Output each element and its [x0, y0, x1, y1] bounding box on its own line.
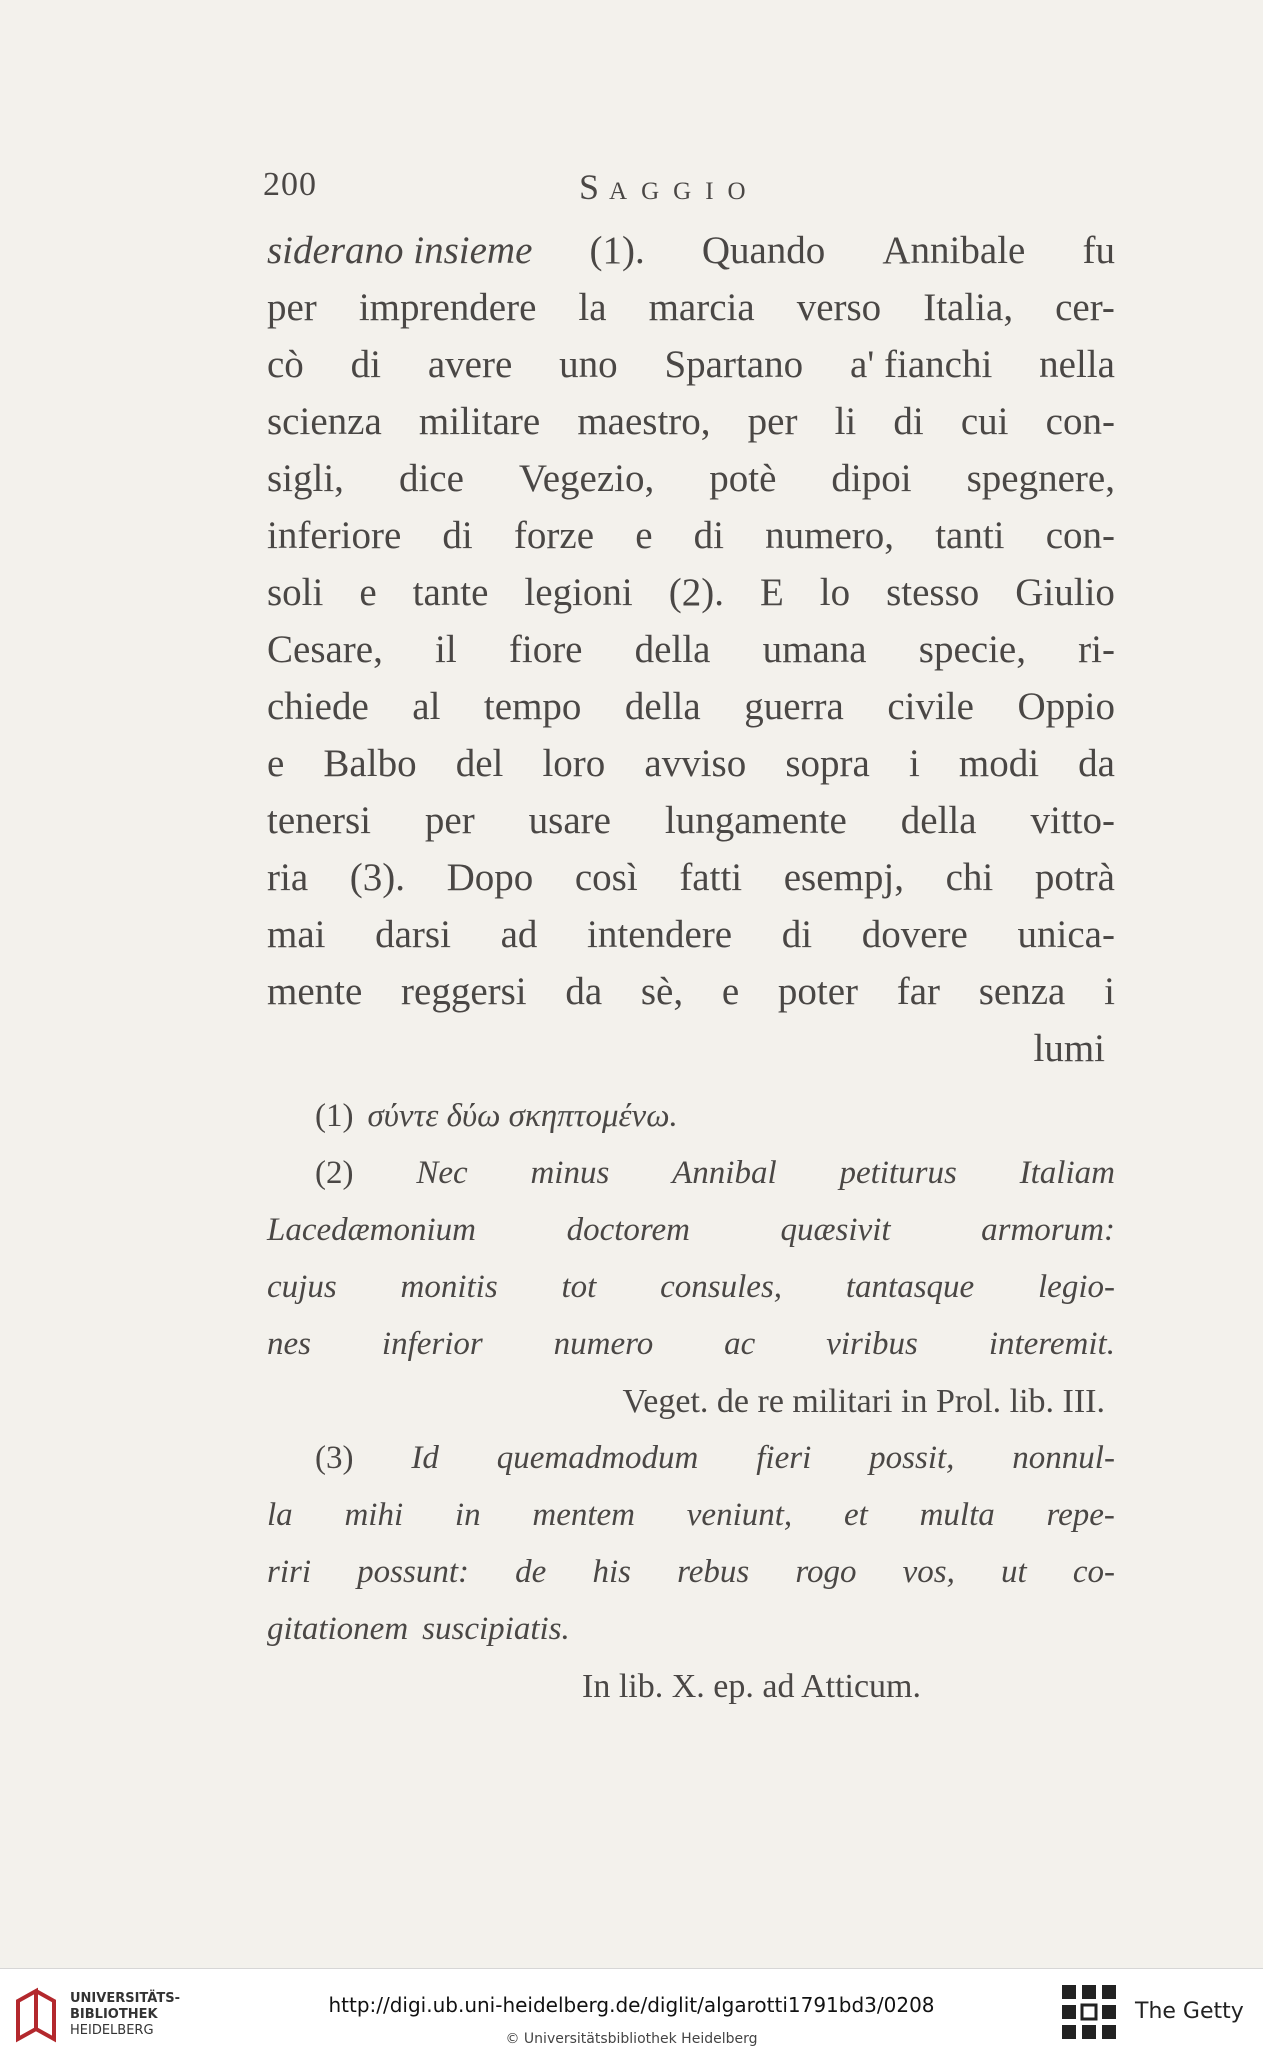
word: dipoi — [831, 457, 912, 500]
word: di — [893, 400, 924, 443]
word: ac — [724, 1326, 756, 1362]
title-initial: S — [579, 167, 610, 207]
word: specie, — [918, 628, 1026, 671]
word: così — [574, 856, 638, 899]
word: lo — [819, 571, 851, 614]
page-number: 200 — [263, 166, 317, 203]
word: numero, — [765, 514, 895, 557]
word: del — [455, 742, 504, 785]
word: per — [747, 400, 798, 443]
library-name-line-2: BIBLIOTHEK — [70, 2007, 158, 2022]
word: Italia, — [923, 286, 1014, 329]
word: nonnul- — [1012, 1440, 1115, 1476]
word: gitationem — [267, 1611, 409, 1647]
word: e — [359, 571, 377, 614]
footnote-2-line — [267, 1259, 1115, 1316]
library-name-line-3: HEIDELBERG — [70, 2023, 154, 2038]
word: per — [267, 286, 317, 329]
word: Lacedæmonium — [267, 1212, 476, 1248]
word: fieri — [756, 1440, 812, 1476]
word: e — [721, 970, 740, 1013]
word: maestro, — [577, 400, 711, 443]
word: mai — [267, 913, 326, 956]
catchword-line — [267, 1020, 1115, 1077]
word: chiede — [267, 685, 369, 728]
word: dovere — [861, 913, 968, 956]
word: (3) — [315, 1440, 354, 1476]
word: avere — [427, 343, 513, 386]
word: il — [435, 628, 457, 671]
title-rest: AGGIO — [609, 178, 760, 205]
word: della — [634, 628, 711, 671]
word: mente — [267, 970, 363, 1013]
body-line — [267, 906, 1115, 963]
footnote-2-line — [267, 1202, 1115, 1259]
word: co- — [1072, 1554, 1115, 1590]
word: Spartano — [664, 343, 804, 386]
word: tenersi — [267, 799, 371, 842]
word: mihi — [344, 1497, 404, 1533]
word: repe- — [1046, 1497, 1115, 1533]
footnote-3 — [267, 1430, 1115, 1658]
word: nella — [1039, 343, 1115, 386]
word: consules, — [660, 1269, 783, 1305]
word: poter — [777, 970, 859, 1013]
body-line — [267, 963, 1115, 1020]
word: la — [267, 1497, 293, 1533]
footnote-1 — [267, 1088, 1115, 1145]
word: e — [267, 742, 285, 785]
footnote-2-source — [267, 1373, 1115, 1430]
word: inferior — [381, 1326, 483, 1362]
word: Oppio — [1017, 685, 1115, 728]
running-title-text — [579, 167, 760, 207]
word: della — [900, 799, 977, 842]
word: la — [578, 286, 607, 329]
footnote-1-marker: (1) — [315, 1098, 354, 1134]
word: esempj, — [783, 856, 904, 899]
word: quemadmodum — [496, 1440, 699, 1476]
word: his — [592, 1554, 631, 1590]
permalink-url[interactable]: http://digi.ub.uni-heidelberg.de/diglit/algarotti1791bd3/0208 — [328, 1993, 935, 2017]
word: cui — [960, 400, 1009, 443]
word: quæsivit — [780, 1212, 891, 1248]
word: Italiam — [1019, 1155, 1115, 1191]
word: armorum: — [981, 1212, 1115, 1248]
footnote-3-line — [267, 1601, 1115, 1658]
word: modi — [958, 742, 1040, 785]
word: monitis — [400, 1269, 498, 1305]
word: possunt: — [357, 1554, 470, 1590]
word: (2). — [668, 571, 724, 614]
footnote-2-source-text: Veget. de re militari in Prol. lib. III. — [622, 1383, 1105, 1420]
word: legioni — [524, 571, 633, 614]
word: tante — [412, 571, 489, 614]
word: con- — [1045, 514, 1115, 557]
word: ut — [1001, 1554, 1027, 1590]
word: viribus — [826, 1326, 918, 1362]
word: fu — [1082, 229, 1115, 272]
word: far — [896, 970, 941, 1013]
word: et — [843, 1497, 868, 1533]
word: numero — [553, 1326, 654, 1362]
word: stesso — [886, 571, 980, 614]
word: doctorem — [566, 1212, 690, 1248]
body-text — [267, 222, 1115, 1077]
word: Annibal — [672, 1155, 777, 1191]
word: tempo — [483, 685, 582, 728]
footnote-3-source-text: In lib. X. ep. ad Atticum. — [582, 1668, 922, 1705]
library-name-line-1: UNIVERSITÄTS- — [70, 1991, 180, 2006]
body-line — [267, 792, 1115, 849]
body-line — [267, 336, 1115, 393]
body-line — [267, 849, 1115, 906]
footnote-3-source — [267, 1658, 1115, 1715]
word: cer- — [1055, 286, 1115, 329]
word: avviso — [644, 742, 747, 785]
word: con- — [1045, 400, 1115, 443]
word: reggersi — [401, 970, 527, 1013]
word: nes — [267, 1326, 311, 1362]
word: forze — [513, 514, 595, 557]
word: riri — [267, 1554, 312, 1590]
word: dice — [398, 457, 464, 500]
word: i — [908, 742, 920, 785]
word: Giulio — [1015, 571, 1115, 614]
word: spegnere, — [966, 457, 1115, 500]
word: a' fianchi — [849, 343, 993, 386]
word: di — [693, 514, 724, 557]
word: possit, — [869, 1440, 955, 1476]
word: intendere — [587, 913, 733, 956]
word: di — [350, 343, 381, 386]
word: sigli, — [267, 457, 344, 500]
word: soli — [267, 571, 324, 614]
word: senza — [978, 970, 1066, 1013]
word: minus — [530, 1155, 610, 1191]
word: suscipiatis. — [422, 1611, 570, 1647]
word: vitto- — [1030, 799, 1115, 842]
footnote-3-line — [267, 1430, 1115, 1487]
word: marcia — [648, 286, 755, 329]
word: scienza — [267, 400, 382, 443]
footnote-2-line — [267, 1316, 1115, 1373]
word: petiturus — [839, 1155, 957, 1191]
running-title — [579, 166, 760, 208]
word: (3). — [349, 856, 405, 899]
footnote-2-line — [267, 1145, 1115, 1202]
running-head — [263, 166, 843, 210]
word: tot — [561, 1269, 597, 1305]
word: unica- — [1017, 913, 1115, 956]
word: chi — [945, 856, 994, 899]
word: al — [412, 685, 441, 728]
word: tantasque — [845, 1269, 975, 1305]
word: interemit. — [988, 1326, 1115, 1362]
word: tanti — [935, 514, 1005, 557]
word: e — [635, 514, 653, 557]
word: Cesare, — [267, 628, 383, 671]
word: cò — [267, 343, 304, 386]
word: (2) — [315, 1155, 354, 1191]
word: inferiore — [267, 514, 402, 557]
word: potè — [709, 457, 777, 500]
word: da — [1078, 742, 1115, 785]
word: veniunt, — [686, 1497, 793, 1533]
word: di — [781, 913, 813, 956]
word: i — [1104, 970, 1115, 1013]
word: guerra — [744, 685, 844, 728]
word: fatti — [679, 856, 743, 899]
word: loro — [542, 742, 606, 785]
footer-bar — [0, 1968, 1263, 2066]
word: fiore — [508, 628, 583, 671]
body-line — [267, 735, 1115, 792]
word: rebus — [677, 1554, 750, 1590]
getty-logo-icon — [1060, 1983, 1120, 2047]
word: (1). — [589, 229, 645, 272]
word: umana — [762, 628, 867, 671]
word: de — [515, 1554, 547, 1590]
footnote-3-line — [267, 1487, 1115, 1544]
footnote-2 — [267, 1145, 1115, 1373]
body-line — [267, 222, 1115, 279]
word: Vegezio, — [518, 457, 655, 500]
word: ria — [267, 856, 309, 899]
word: militare — [418, 400, 541, 443]
footnote-1-greek: σύντε δύω σκηπτομένω. — [367, 1098, 678, 1134]
word: legio- — [1038, 1269, 1115, 1305]
word: civile — [887, 685, 974, 728]
word: vos, — [902, 1554, 955, 1590]
word: darsi — [375, 913, 451, 956]
word: Balbo — [323, 742, 417, 785]
word: cujus — [267, 1269, 337, 1305]
word: verso — [796, 286, 882, 329]
word: imprendere — [358, 286, 537, 329]
word: mentem — [532, 1497, 635, 1533]
body-line — [267, 450, 1115, 507]
catchword: lumi — [1033, 1027, 1105, 1070]
word: da — [565, 970, 603, 1013]
copyright-notice: © Universitätsbibliothek Heidelberg — [505, 2031, 758, 2047]
word: sopra — [785, 742, 870, 785]
word: Annibale — [882, 229, 1026, 272]
word: in — [454, 1497, 481, 1533]
word: lungamente — [664, 799, 847, 842]
word: Quando — [701, 229, 826, 272]
word: della — [624, 685, 701, 728]
getty-name: The Getty — [1135, 1999, 1244, 2024]
footnotes — [267, 1088, 1115, 1715]
body-line — [267, 564, 1115, 621]
word: sè, — [640, 970, 684, 1013]
word: li — [834, 400, 857, 443]
body-line — [267, 678, 1115, 735]
body-line — [267, 507, 1115, 564]
word: ri- — [1078, 628, 1115, 671]
footnote-3-line — [267, 1544, 1115, 1601]
body-line — [267, 393, 1115, 450]
word: multa — [919, 1497, 995, 1533]
word: potrà — [1034, 856, 1115, 899]
word: usare — [528, 799, 611, 842]
word: di — [442, 514, 473, 557]
word: E — [759, 571, 784, 614]
word: Dopo — [446, 856, 534, 899]
word: siderano insieme — [267, 229, 533, 272]
word: Id — [411, 1440, 439, 1476]
body-line — [267, 279, 1115, 336]
word: ad — [500, 913, 538, 956]
word: uno — [559, 343, 618, 386]
word: rogo — [795, 1554, 857, 1590]
word: Nec — [416, 1155, 468, 1191]
body-line — [267, 621, 1115, 678]
word: per — [424, 799, 475, 842]
